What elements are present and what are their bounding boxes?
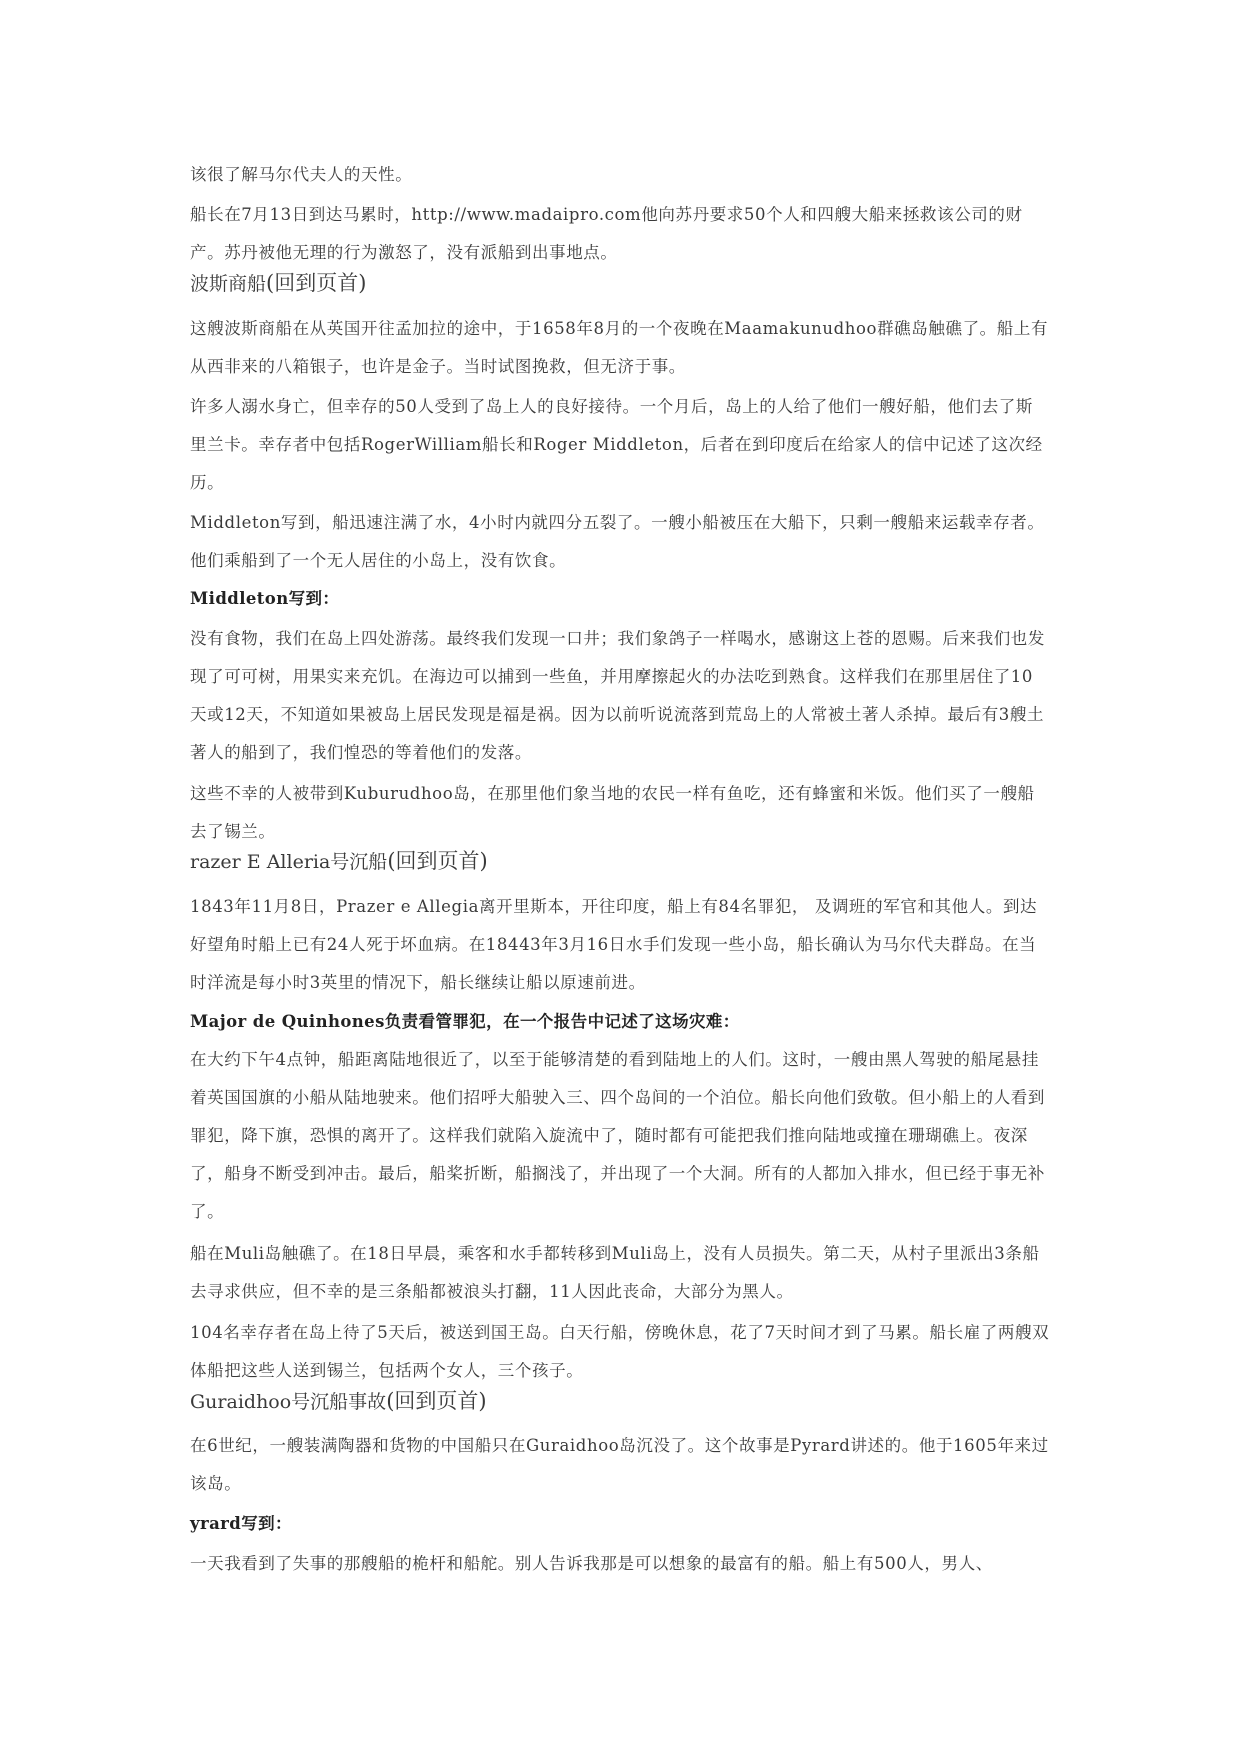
paragraph-text: 1843年11月8日，Prazer e Allegia离开里斯本，开往印度，船上有84名罪犯， 及调班的军官和其他人。到达好望角时船上已有24人死于坏血病。在18443年3月16日水手们发现一些小岛，船长确认为马尔代夫群岛。在当时洋流是每小时3英里的情况下，船长继续让船以原速前进。 <box>190 897 1038 992</box>
paragraph <box>190 1545 1050 1583</box>
paragraph-text: 船长在7月13日到达马累时，http://www.madaipro.com他向苏丹要求50个人和四艘大船来拯救该公司的财产。苏丹被他无理的行为激怒了，没有派船到出事地点。 <box>190 205 1023 262</box>
paragraph <box>190 504 1050 580</box>
quote-intro <box>190 1003 1050 1041</box>
paragraph-text: 该很了解马尔代夫人的天性。 <box>190 165 413 184</box>
paragraph <box>190 1427 1050 1503</box>
paragraph-text: 104名幸存者在岛上待了5天后，被送到国王岛。白天行船，傍晚休息，花了7天时间才到了马累。船长雇了两艘双体船把这些人送到锡兰，包括两个女人，三个孩子。 <box>190 1323 1050 1380</box>
paragraph-text: 这艘波斯商船在从英国开往孟加拉的途中，于1658年8月的一个夜晚在Maamakunudhoo群礁岛触礁了。船上有从西非来的八箱银子，也许是金子。当时试图挽救，但无济于事。 <box>190 319 1049 376</box>
paragraph <box>190 388 1050 502</box>
paragraph <box>190 1041 1050 1231</box>
section-title: 波斯商船 <box>190 273 267 295</box>
paragraph <box>190 156 1050 194</box>
paragraph-text: 没有食物，我们在岛上四处游荡。最终我们发现一口井；我们象鸽子一样喝水，感谢这上苍的恩赐。后来我们也发现了可可树，用果实来充饥。在海边可以捕到一些鱼，并用摩擦起火的办法吃到熟食。这样我们在那里居住了10天或12天，不知道如果被岛上居民发现是福是祸。因为以前听说流落到荒岛上的人常被土著人杀掉。最后有3艘土著人的船到了，我们惶恐的等着他们的发落。 <box>190 629 1045 762</box>
paragraph-text: 这些不幸的人被带到Kuburudhoo岛，在那里他们象当地的农民一样有鱼吃，还有蜂蜜和米饭。他们买了一艘船去了锡兰。 <box>190 784 1035 841</box>
paragraph-text: 在大约下午4点钟，船距离陆地很近了，以至于能够清楚的看到陆地上的人们。这时，一艘由黑人驾驶的船尾悬挂着英国国旗的小船从陆地驶来。他们招呼大船驶入三、四个岛间的一个泊位。船长向他们致敬。但小船上的人看到罪犯，降下旗，恐惧的离开了。这样我们就陷入旋流中了，随时都有可能把我们推向陆地或撞在珊瑚礁上。夜深了，船身不断受到冲击。最后，船桨折断，船搁浅了，并出现了一个大洞。所有的人都加入排水，但已经于事无补了。 <box>190 1050 1045 1221</box>
paragraph <box>190 196 1050 272</box>
paragraph <box>190 620 1050 772</box>
paragraph-text: 许多人溺水身亡，但幸存的50人受到了岛上人的良好接待。一个月后，岛上的人给了他们一艘好船，他们去了斯里兰卡。幸存者中包括RogerWilliam船长和Roger Middleton，后者在到印度后在给家人的信中记述了这次经历。 <box>190 397 1043 492</box>
section-heading <box>190 1389 1050 1414</box>
paragraph-text: 船在Muli岛触礁了。在18日早晨，乘客和水手都转移到Muli岛上，没有人员损失。第二天，从村子里派出3条船去寻求供应，但不幸的是三条船都被浪头打翻，11人因此丧命，大部分为黑人。 <box>190 1244 1040 1301</box>
paragraph <box>190 888 1050 1002</box>
quote-intro <box>190 580 1050 618</box>
quote-intro-text: Middleton写到： <box>190 589 340 608</box>
quote-intro-text: yrard写到： <box>190 1514 292 1533</box>
section-heading <box>190 849 1050 874</box>
paragraph <box>190 775 1050 851</box>
paragraph-text: 一天我看到了失事的那艘船的桅杆和船舵。别人告诉我那是可以想象的最富有的船。船上有500人，男人、 <box>190 1554 993 1573</box>
section-heading <box>190 271 1050 296</box>
paragraph <box>190 310 1050 386</box>
paragraph-text: 在6世纪，一艘装满陶器和货物的中国船只在Guraidhoo岛沉没了。这个故事是Pyrard讲述的。他于1605年来过该岛。 <box>190 1436 1049 1493</box>
paragraph-text: Middleton写到，船迅速注满了水，4小时内就四分五裂了。一艘小船被压在大船下，只剩一艘船来运载幸存者。他们乘船到了一个无人居住的小岛上，没有饮食。 <box>190 513 1045 570</box>
quote-intro-text: Major de Quinhones负责看管罪犯，在一个报告中记述了这场灾难： <box>190 1012 740 1031</box>
back-to-top-link[interactable]: (回到页首) <box>387 849 488 873</box>
section-title: razer E Alleria号沉船 <box>190 851 388 873</box>
paragraph <box>190 1235 1050 1311</box>
paragraph <box>190 1314 1050 1390</box>
back-to-top-link[interactable]: (回到页首) <box>386 1389 487 1413</box>
quote-intro <box>190 1505 1050 1543</box>
back-to-top-link[interactable]: (回到页首) <box>266 271 367 295</box>
section-title: Guraidhoo号沉船事故 <box>190 1391 387 1413</box>
